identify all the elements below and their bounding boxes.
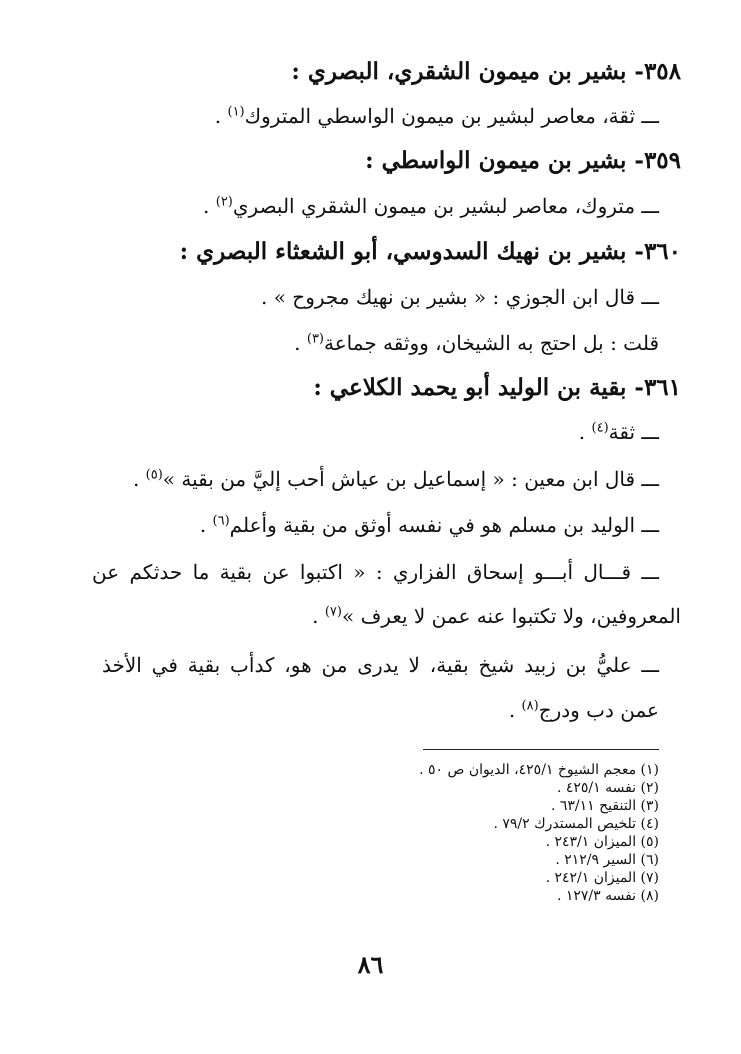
entry-line: ـــ قال ابن الجوزي : « بشير بن نهيك مجروح » . (261, 285, 659, 309)
footnote-ref: (٣) (306, 331, 324, 347)
entry-line: ـــ ثقة، معاصر لبشير بن ميمون الواسطي المتروك$^{(١)}$ . (214, 104, 659, 128)
footnote-ref: (٥) (145, 467, 163, 483)
footnote: (٨) نفسه ١٢٧/٣ . (556, 888, 659, 904)
entry-line: المعروفين، ولا تكتبوا عنه عمن لا يعرف »$^{(٧)}$ . (312, 604, 681, 628)
footnote-ref: (٤) (591, 420, 609, 436)
footnote-ref: (٧) (324, 604, 342, 620)
footnote-ref: (١) (227, 104, 245, 120)
footnote-ref: (٦) (212, 513, 230, 529)
footnote-ref: (٨) (521, 698, 539, 714)
entry-line: ـــ قال ابن معين : « إسماعيل بن عياش أحب إليَّ من بقية »$^{(٥)}$ . (132, 467, 659, 491)
footnote: (١) معجم الشيوخ ٤٢٥/١، الديوان ص ٥٠ . (419, 762, 659, 778)
entry-heading-361: ٣٦١- بقية بن الوليد أبو يحمد الكلاعي : (313, 374, 681, 401)
entry-heading-358: ٣٥٨- بشير بن ميمون الشقري، البصري : (291, 58, 681, 85)
entry-line: ـــ قـــال أبـــو إسحاق الفزاري : « اكتبوا عن بقية ما حدثكم عن (92, 560, 659, 584)
footnote: (٥) الميزان ٢٤٣/١ . (545, 834, 659, 850)
entry-heading-360: ٣٦٠- بشير بن نهيك السدوسي، أبو الشعثاء البصري : (179, 238, 681, 265)
entry-line: ـــ عليُّ بن زبيد شيخ بقية، لا يدرى من هو، كدأب بقية في الأخذ (102, 653, 659, 677)
footnote-ref: (٢) (215, 194, 233, 210)
page-number: ٨٦ (357, 950, 384, 979)
footnote-separator (423, 749, 659, 750)
entry-heading-359: ٣٥٩- بشير بن ميمون الواسطي : (365, 147, 681, 174)
entry-line: قلت : بل احتج به الشيخان، ووثقه جماعة$^{(٣)}$ . (294, 331, 659, 355)
footnote: (٦) السير ٢١٢/٩ . (555, 852, 659, 868)
footnote: (٧) الميزان ٢٤٢/١ . (545, 870, 659, 886)
entry-line: ـــ ثقة$^{(٤)}$ . (578, 420, 659, 444)
footnote: (٢) نفسه ٤٢٥/١ . (556, 780, 659, 796)
entry-line: عمن دب ودرج$^{(٨)}$ . (508, 698, 659, 722)
footnotes (419, 761, 659, 905)
entry-line: ـــ الوليد بن مسلم هو في نفسه أوثق من بقية وأعلم$^{(٦)}$ . (199, 513, 659, 537)
footnote: (٤) تلخيص المستدرك ٧٩/٢ . (493, 816, 659, 832)
footnote: (٣) التنقيح ٦٣/١١ . (550, 798, 659, 814)
entry-line: ـــ متروك، معاصر لبشير بن ميمون الشقري البصري$^{(٢)}$ . (203, 194, 659, 218)
